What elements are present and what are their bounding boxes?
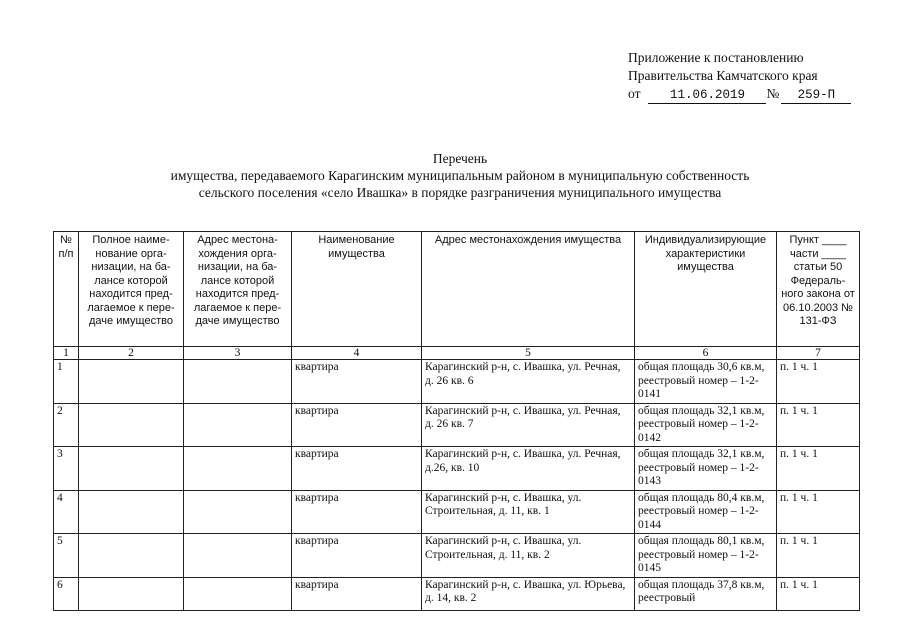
title-line-3: сельского поселения «село Ивашка» в порядке разграничения муниципального имущества bbox=[198, 185, 722, 200]
column-number: 2 bbox=[79, 347, 184, 360]
column-number: 4 bbox=[292, 347, 422, 360]
column-number: 7 bbox=[777, 347, 860, 360]
appendix-header bbox=[628, 49, 851, 104]
header-cell-characteristics: Индивидуализирующие характеристики имущества bbox=[635, 232, 777, 347]
row-number: 2 bbox=[54, 403, 79, 447]
table-row bbox=[54, 447, 860, 491]
row-property-name: квартира bbox=[292, 447, 422, 491]
row-law-item: п. 1 ч. 1 bbox=[777, 403, 860, 447]
header-cell-law-item: Пункт ____ части ____ статьи 50 Федераль- ного закона от 06.10.2003 № 131-ФЗ bbox=[777, 232, 860, 347]
row-organization-address bbox=[184, 534, 292, 578]
row-property-address: Карагинский р-н, с. Ивашка, ул. Речная, д.26, кв. 10 bbox=[422, 447, 635, 491]
document-title bbox=[80, 150, 840, 201]
row-organization-address bbox=[184, 490, 292, 534]
row-law-item: п. 1 ч. 1 bbox=[777, 447, 860, 491]
row-organization-address bbox=[184, 360, 292, 404]
number-prefix: № bbox=[766, 86, 780, 101]
row-characteristics: общая площадь 80,1 кв.м, реестровый номер – 1-2-0145 bbox=[635, 534, 777, 578]
row-property-address: Карагинский р-н, с. Ивашка, ул. Строительная, д. 11, кв. 2 bbox=[422, 534, 635, 578]
row-property-name: квартира bbox=[292, 490, 422, 534]
header-row bbox=[54, 232, 860, 347]
row-characteristics: общая площадь 32,1 кв.м, реестровый номер – 1-2-0142 bbox=[635, 403, 777, 447]
row-organization bbox=[79, 447, 184, 491]
header-cell-property-address: Адрес местонахождения имущества bbox=[422, 232, 635, 347]
column-number: 1 bbox=[54, 347, 79, 360]
row-property-name: квартира bbox=[292, 534, 422, 578]
table-row bbox=[54, 577, 860, 610]
table-row bbox=[54, 534, 860, 578]
header-cell-organization-address: Адрес местона- хождения орга- низации, на ба- лансе которой находится пред- лагаемое к пере- даче имущество bbox=[184, 232, 292, 347]
row-property-name: квартира bbox=[292, 403, 422, 447]
decree-date: 11.06.2019 bbox=[648, 88, 766, 104]
row-law-item: п. 1 ч. 1 bbox=[777, 577, 860, 610]
row-law-item: п. 1 ч. 1 bbox=[777, 360, 860, 404]
row-number: 4 bbox=[54, 490, 79, 534]
table-body bbox=[54, 360, 860, 611]
row-characteristics: общая площадь 37,8 кв.м, реестровый bbox=[635, 577, 777, 610]
table-row bbox=[54, 360, 860, 404]
header-cell-organization: Полное наиме- нование орга- низации, на ба- лансе которой находится пред- лагаемое к пере- даче имущество bbox=[79, 232, 184, 347]
row-organization bbox=[79, 577, 184, 610]
date-prefix: от bbox=[628, 86, 641, 101]
column-number: 5 bbox=[422, 347, 635, 360]
row-property-name: квартира bbox=[292, 577, 422, 610]
row-number: 3 bbox=[54, 447, 79, 491]
row-organization bbox=[79, 403, 184, 447]
row-number: 6 bbox=[54, 577, 79, 610]
row-characteristics: общая площадь 32,1 кв.м, реестровый номер – 1-2-0143 bbox=[635, 447, 777, 491]
row-organization-address bbox=[184, 447, 292, 491]
row-characteristics: общая площадь 30,6 кв.м, реестровый номер – 1-2-0141 bbox=[635, 360, 777, 404]
decree-number: 259-П bbox=[781, 88, 851, 104]
column-number-row bbox=[54, 347, 860, 360]
row-organization bbox=[79, 534, 184, 578]
row-number: 1 bbox=[54, 360, 79, 404]
row-property-address: Карагинский р-н, с. Ивашка, ул. Речная, д. 26 кв. 6 bbox=[422, 360, 635, 404]
table-row bbox=[54, 403, 860, 447]
row-property-address: Карагинский р-н, с. Ивашка, ул. Строительная, д. 11, кв. 1 bbox=[422, 490, 635, 534]
header-cell-number: № п/п bbox=[54, 232, 79, 347]
row-organization bbox=[79, 360, 184, 404]
column-number: 6 bbox=[635, 347, 777, 360]
column-number: 3 bbox=[184, 347, 292, 360]
table-row bbox=[54, 490, 860, 534]
row-organization bbox=[79, 490, 184, 534]
appendix-line-1: Приложение к постановлению bbox=[628, 50, 804, 65]
property-table bbox=[53, 231, 860, 611]
title-line-1: Перечень bbox=[432, 151, 488, 166]
row-organization-address bbox=[184, 403, 292, 447]
row-property-name: квартира bbox=[292, 360, 422, 404]
row-characteristics: общая площадь 80,4 кв.м, реестровый номер – 1-2-0144 bbox=[635, 490, 777, 534]
row-property-address: Карагинский р-н, с. Ивашка, ул. Речная, д. 26 кв. 7 bbox=[422, 403, 635, 447]
row-organization-address bbox=[184, 577, 292, 610]
header-cell-property-name: Наименование имущества bbox=[292, 232, 422, 347]
appendix-line-2: Правительства Камчатского края bbox=[628, 68, 818, 83]
appendix-date-line bbox=[628, 85, 851, 104]
row-law-item: п. 1 ч. 1 bbox=[777, 490, 860, 534]
title-line-2: имущества, передаваемого Карагинским муниципальным районом в муниципальную собственность bbox=[170, 168, 750, 183]
row-property-address: Карагинский р-н, с. Ивашка, ул. Юрьева, д. 14, кв. 2 bbox=[422, 577, 635, 610]
row-number: 5 bbox=[54, 534, 79, 578]
row-law-item: п. 1 ч. 1 bbox=[777, 534, 860, 578]
